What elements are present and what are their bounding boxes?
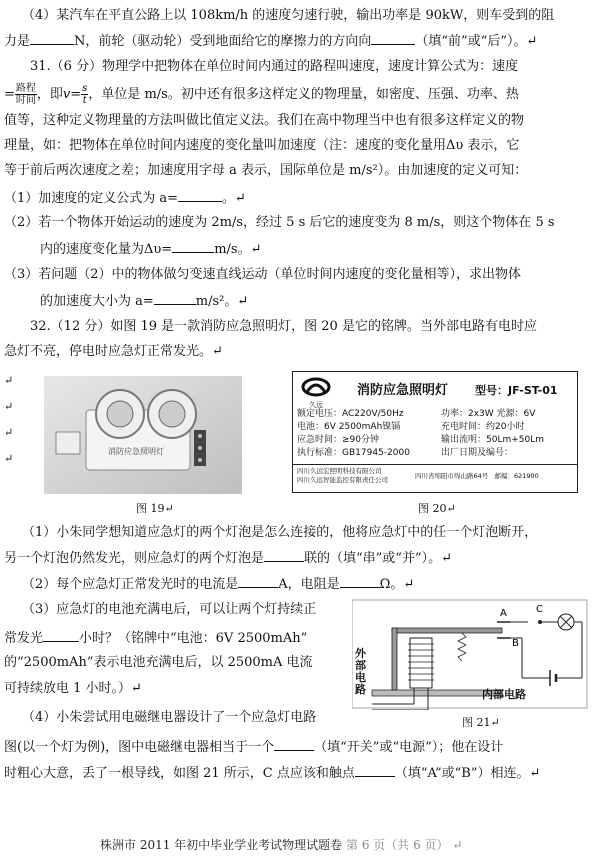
q32-part3-line1: （3）应急灯的电池充满电后，可以让两个灯持续正 — [22, 602, 317, 617]
figure-19-caption: 图 19↵ — [136, 502, 174, 515]
figure-19-photo — [44, 376, 242, 494]
relay-circuit-diagram — [352, 598, 588, 710]
q31-part3-line1: （3）若问题（2）中的物体做匀变速直线运动（单位时间内速度的变化量相等），求出物体 — [4, 267, 522, 282]
v-fraction: $\frac{s}{t}$ — [82, 83, 88, 106]
plate-makers: 四川久远宏照明科技有限公司 四川久远智能监控有限责任公司 — [297, 467, 388, 484]
speed-fraction: $\frac{\text{路程}}{\text{时间}}$ — [15, 83, 36, 106]
q30-4-line1: （4）某汽车在平直公路上以 108km/h 的速度匀速行驶，输出功率是 90kW，则车受到的阻 — [22, 8, 555, 23]
figure-20-caption: 图 20↵ — [418, 502, 456, 515]
q31-line4: 理量，如：把物体在单位时间内速度的变化量叫加速度（注：速度的变化量用Δυ 表示，它 — [4, 138, 520, 153]
plate-specs-right: 功率：2x3W 光源：6V 充电时间：约20小时 输出流明：50Lm+50Lm 出厂日期及编号： — [441, 409, 545, 458]
q32-part3-line4: 可持续放电 1 小时。）↵ — [4, 681, 142, 696]
figure-21-caption: 图 21↵ — [462, 716, 500, 729]
plate-specs-left: 额定电压：AC220V/50Hz 电池：6V 2500mAh镍镉 应急时间：≥90分钟 执行标准：GB17945-2000 — [297, 409, 410, 458]
figure-21-circuit — [352, 598, 588, 710]
q32-part2: （2）每个应急灯正常发光时的电流是 A，电阻是 Ω。↵ — [22, 574, 414, 594]
emergency-light-image — [44, 376, 242, 494]
answer-blank[interactable] — [355, 763, 395, 777]
q31-part2-line1: （2）若一个物体开始运动的速度为 2m/s，经过 5 s 后它的速度变为 8 m/s，则这个物体在 5 s — [4, 215, 555, 230]
q32-part3-line3: 的“2500mAh”表示电池充满电后，以 2500mA 电流 — [4, 655, 313, 670]
contact-a-label: A — [500, 608, 507, 619]
q31-part3-line2: 的加速度大小为 a= m/s²。↵ — [40, 291, 248, 311]
page-number: 第 6 页（共 6 页） — [346, 838, 449, 852]
q32-part3-line2: 常发光 小时？（铭牌中“电池：6V 2500mAh” — [4, 628, 307, 648]
answer-blank[interactable] — [238, 574, 278, 588]
q32-part1-line1: （1）小朱同学想知道应急灯的两个灯泡是怎么连接的，他将应急灯中的任一个灯泡断开， — [22, 525, 538, 540]
q31-line1: 31.（6 分）物理学中把物体在单位时间内通过的路程叫速度，速度计算公式为：速度 — [30, 59, 519, 74]
fig19-product-label: 消防应急照明灯 — [108, 447, 164, 456]
brand-logo: 久远 — [301, 376, 331, 404]
q31-line5: 等于前后两次速度之差；加速度用字母 a 表示，国际单位是 m/s²）。由加速度的定义可知： — [4, 163, 528, 178]
answer-blank[interactable] — [274, 737, 314, 751]
page-footer: 株洲市 2011 年初中毕业学业考试物理试题卷 第 6 页（共 6 页） ↵ — [100, 838, 463, 852]
plate-model: 型号：JF-ST-01 — [475, 384, 558, 397]
q31-line3: 值等，这种定义物理量的方法叫做比值定义法。我们在高中物理当中也有很多这样定义的物 — [4, 113, 525, 128]
plate-title: 消防应急照明灯 — [357, 383, 449, 398]
answer-blank[interactable] — [178, 188, 222, 202]
figure-20-nameplate — [292, 371, 578, 493]
point-c-label: C — [536, 604, 543, 615]
contact-b-label: B — [512, 638, 519, 649]
q32-part4-line3: 时粗心大意，丢了一根导线，如图 21 所示，C 点应该和触点 （填“A”或“B”）相连。↵ — [4, 763, 540, 783]
q32-line2: 急灯不亮，停电时应急灯正常发光。↵ — [4, 344, 223, 359]
q31-part1: （1）加速度的定义公式为 a= 。↵ — [4, 188, 246, 208]
answer-blank[interactable] — [172, 239, 214, 253]
q32-part1-line2: 另一个灯泡仍然发光，则应急灯的两个灯泡是 联的（填“串”或“并”）。↵ — [4, 548, 452, 568]
answer-blank[interactable] — [264, 548, 304, 562]
external-circuit-label: 外部电路 — [355, 647, 366, 696]
return-mark: ↵ — [4, 452, 14, 465]
q32-line1: 32.（12 分）如图 19 是一款消防应急照明灯，图 20 是它的铭牌。当外部电路有电时应 — [30, 319, 537, 334]
internal-circuit-label: 内部电路 — [482, 688, 526, 701]
q31-part2-line2: 内的速度变化量为Δυ= m/s。↵ — [40, 239, 261, 259]
answer-blank[interactable] — [154, 291, 196, 305]
answer-blank[interactable] — [371, 31, 415, 45]
q31-line2: = $\frac{\text{路程}}{\text{时间}}$ ，即v= $\frac{s}{t}$ ，单位是 m/s。初中还有很多这样定义的物理量，如密度、压强、功率、热 — [4, 83, 519, 106]
q30-4-line2: 力是 N，前轮（驱动轮）受到地面给它的摩擦力的方向向 （填“前”或“后”）。↵ — [4, 31, 537, 51]
q32-part4-line2: 图(以一个灯为例)，图中电磁继电器相当于一个 （填“开关”或“电源”）；他在设计 — [4, 737, 503, 757]
return-mark: ↵ — [4, 374, 14, 387]
answer-blank[interactable] — [340, 574, 380, 588]
plate-address: 四川省绵阳市绵山路64号 邮编：621900 — [415, 472, 539, 480]
q32-part4-line1: （4）小朱尝试用电磁继电器设计了一个应急灯电路 — [22, 710, 317, 725]
answer-blank[interactable] — [43, 628, 79, 642]
return-mark: ↵ — [4, 426, 14, 439]
return-mark: ↵ — [4, 400, 14, 413]
answer-blank[interactable] — [30, 31, 74, 45]
